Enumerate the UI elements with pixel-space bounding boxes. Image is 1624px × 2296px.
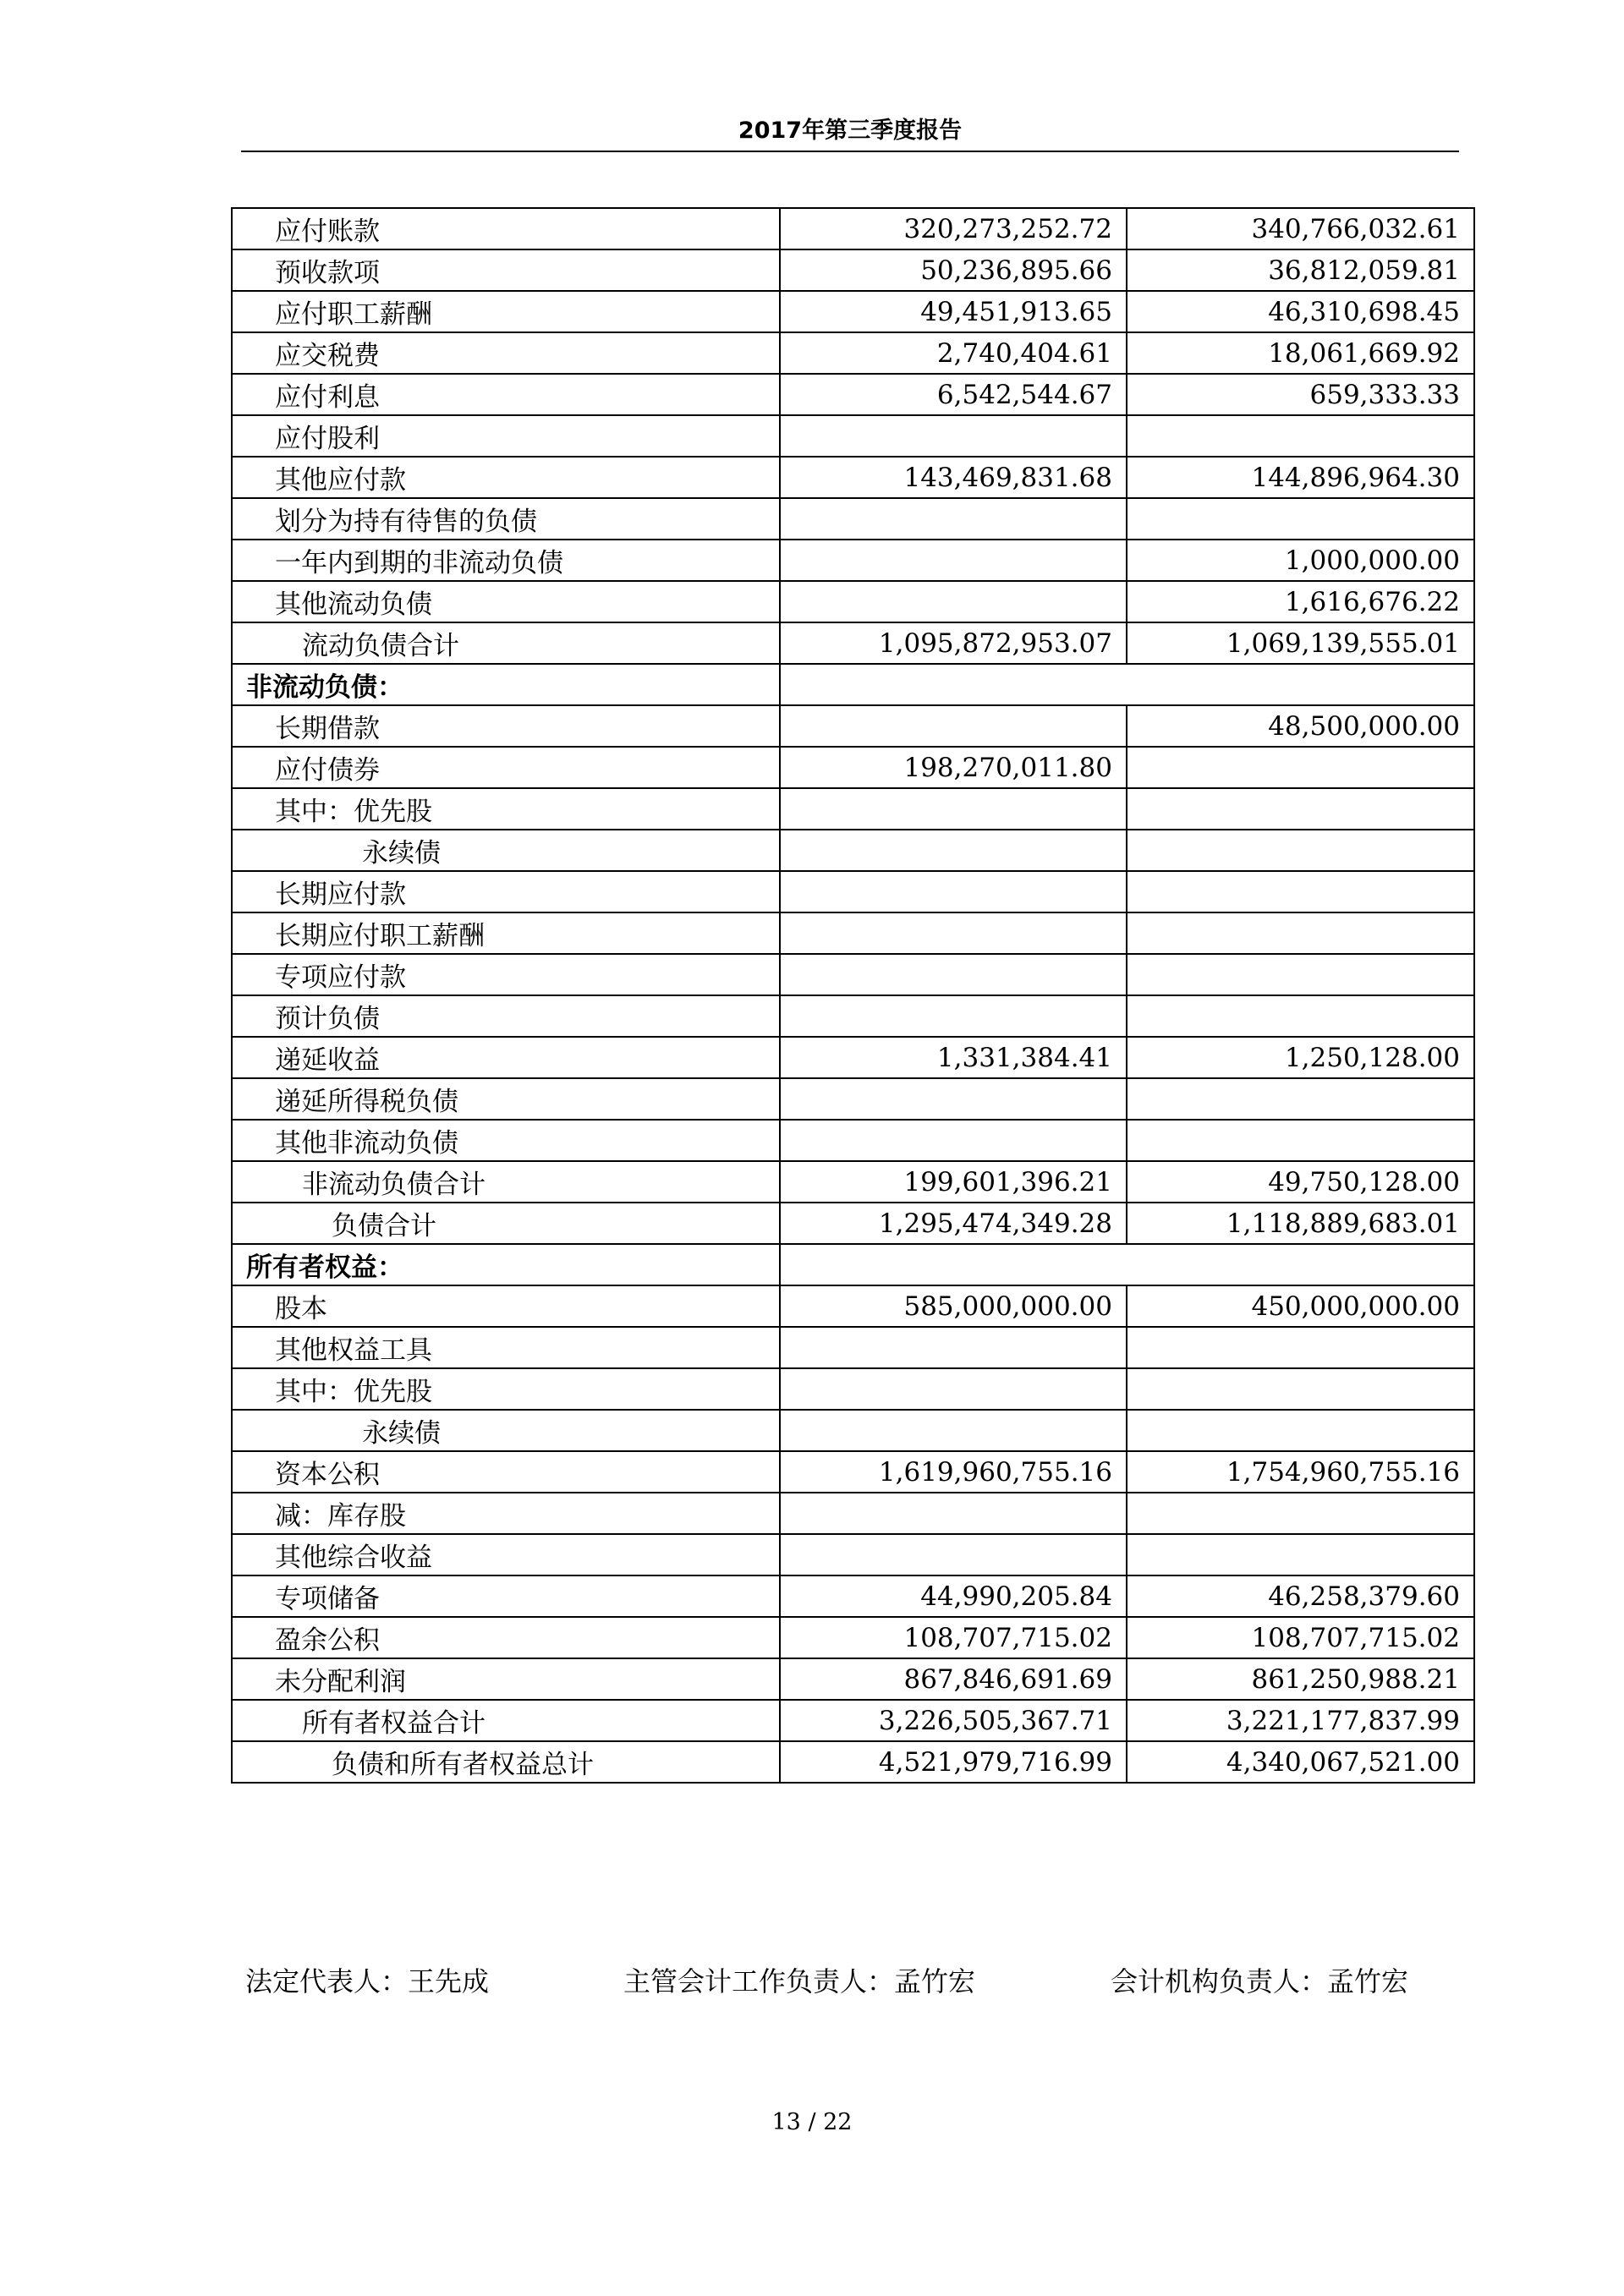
table-row [232, 1741, 1474, 1783]
period-begin-value: 450,000,000.00 [1127, 1285, 1474, 1327]
period-begin-value: 144,896,964.30 [1127, 457, 1474, 498]
period-end-value [780, 581, 1127, 622]
period-begin-value [1127, 747, 1474, 788]
table-row [232, 249, 1474, 291]
period-end-value: 6,542,544.67 [780, 374, 1127, 415]
table-row [232, 1658, 1474, 1700]
period-end-value: 108,707,715.02 [780, 1617, 1127, 1658]
period-end-value [780, 1327, 1127, 1368]
table-row [232, 830, 1474, 871]
period-end-value: 44,990,205.84 [780, 1575, 1127, 1617]
period-begin-value: 3,221,177,837.99 [1127, 1700, 1474, 1741]
period-end-value [780, 1078, 1127, 1120]
row-label: 应付职工薪酬 [232, 291, 780, 332]
row-label: 长期应付职工薪酬 [232, 912, 780, 954]
period-begin-value [1127, 995, 1474, 1037]
row-label: 其他综合收益 [232, 1534, 780, 1575]
table-row [232, 995, 1474, 1037]
period-begin-value: 4,340,067,521.00 [1127, 1741, 1474, 1783]
period-begin-value: 48,500,000.00 [1127, 705, 1474, 747]
row-label: 划分为持有待售的负债 [232, 498, 780, 540]
period-begin-value [1127, 954, 1474, 995]
period-begin-value: 1,250,128.00 [1127, 1037, 1474, 1078]
row-label: 预收款项 [232, 249, 780, 291]
table-row [232, 291, 1474, 332]
row-label: 预计负债 [232, 995, 780, 1037]
table-row [232, 581, 1474, 622]
period-end-value [780, 1368, 1127, 1410]
section-empty-cell [780, 1244, 1474, 1285]
period-begin-value: 1,069,139,555.01 [1127, 622, 1474, 664]
row-label: 递延收益 [232, 1037, 780, 1078]
period-begin-value [1127, 912, 1474, 954]
table-row [232, 747, 1474, 788]
period-begin-value: 18,061,669.92 [1127, 332, 1474, 374]
period-end-value [780, 498, 1127, 540]
balance-sheet-table [231, 207, 1475, 1784]
row-label: 永续债 [232, 1410, 780, 1451]
table-row [232, 788, 1474, 830]
section-heading: 所有者权益： [232, 1244, 780, 1285]
header-divider [241, 151, 1459, 152]
period-begin-value [1127, 1078, 1474, 1120]
period-end-value [780, 415, 1127, 457]
table-row [232, 1327, 1474, 1368]
table-row [232, 498, 1474, 540]
section-heading: 非流动负债： [232, 664, 780, 705]
row-label: 减：库存股 [232, 1493, 780, 1534]
table-row [232, 1575, 1474, 1617]
table-row [232, 1368, 1474, 1410]
period-begin-value: 46,310,698.45 [1127, 291, 1474, 332]
balance-sheet-body [232, 208, 1474, 1783]
period-begin-value [1127, 1410, 1474, 1451]
row-label: 负债和所有者权益总计 [232, 1741, 780, 1783]
period-begin-value [1127, 871, 1474, 912]
period-begin-value: 108,707,715.02 [1127, 1617, 1474, 1658]
accounting-org-head: 会计机构负责人：孟竹宏 [1111, 1965, 1409, 1997]
period-end-value [780, 954, 1127, 995]
period-begin-value: 340,766,032.61 [1127, 208, 1474, 249]
period-end-value [780, 1410, 1127, 1451]
period-begin-value: 46,258,379.60 [1127, 1575, 1474, 1617]
row-label: 永续债 [232, 830, 780, 871]
table-row [232, 1451, 1474, 1493]
period-end-value [780, 1534, 1127, 1575]
period-end-value: 143,469,831.68 [780, 457, 1127, 498]
period-end-value: 50,236,895.66 [780, 249, 1127, 291]
table-row [232, 540, 1474, 581]
table-row [232, 1161, 1474, 1203]
period-begin-value: 861,250,988.21 [1127, 1658, 1474, 1700]
table-row [232, 374, 1474, 415]
row-label: 非流动负债合计 [232, 1161, 780, 1203]
table-row [232, 332, 1474, 374]
section-empty-cell [780, 664, 1474, 705]
table-row [232, 1410, 1474, 1451]
period-end-value: 4,521,979,716.99 [780, 1741, 1127, 1783]
row-label: 股本 [232, 1285, 780, 1327]
period-end-value [780, 788, 1127, 830]
table-row [232, 1493, 1474, 1534]
table-row [232, 208, 1474, 249]
period-end-value: 1,331,384.41 [780, 1037, 1127, 1078]
accounting-head: 主管会计工作负责人：孟竹宏 [623, 1965, 976, 1997]
table-row [232, 1285, 1474, 1327]
period-begin-value: 659,333.33 [1127, 374, 1474, 415]
table-row [232, 912, 1474, 954]
row-label: 应付债券 [232, 747, 780, 788]
row-label: 专项应付款 [232, 954, 780, 995]
period-end-value: 585,000,000.00 [780, 1285, 1127, 1327]
table-row [232, 1617, 1474, 1658]
row-label: 盈余公积 [232, 1617, 780, 1658]
period-begin-value [1127, 1493, 1474, 1534]
period-begin-value [1127, 1368, 1474, 1410]
period-end-value [780, 871, 1127, 912]
row-label: 未分配利润 [232, 1658, 780, 1700]
period-end-value: 1,095,872,953.07 [780, 622, 1127, 664]
period-end-value: 3,226,505,367.71 [780, 1700, 1127, 1741]
period-begin-value: 1,616,676.22 [1127, 581, 1474, 622]
period-end-value [780, 830, 1127, 871]
period-end-value: 199,601,396.21 [780, 1161, 1127, 1203]
section-row [232, 1244, 1474, 1285]
table-row [232, 1534, 1474, 1575]
period-begin-value [1127, 788, 1474, 830]
table-row [232, 1203, 1474, 1244]
period-end-value: 2,740,404.61 [780, 332, 1127, 374]
period-begin-value [1127, 1120, 1474, 1161]
row-label: 所有者权益合计 [232, 1700, 780, 1741]
period-end-value [780, 995, 1127, 1037]
period-end-value [780, 540, 1127, 581]
table-row [232, 705, 1474, 747]
row-label: 资本公积 [232, 1451, 780, 1493]
row-label: 递延所得税负债 [232, 1078, 780, 1120]
table-row [232, 1078, 1474, 1120]
section-row [232, 664, 1474, 705]
table-row [232, 457, 1474, 498]
period-begin-value: 49,750,128.00 [1127, 1161, 1474, 1203]
period-end-value [780, 705, 1127, 747]
row-label: 其中：优先股 [232, 788, 780, 830]
period-end-value: 49,451,913.65 [780, 291, 1127, 332]
period-begin-value [1127, 1327, 1474, 1368]
period-end-value: 1,295,474,349.28 [780, 1203, 1127, 1244]
table-row [232, 1700, 1474, 1741]
period-begin-value: 1,118,889,683.01 [1127, 1203, 1474, 1244]
period-begin-value [1127, 415, 1474, 457]
table-row [232, 622, 1474, 664]
row-label: 其中：优先股 [232, 1368, 780, 1410]
period-end-value [780, 1493, 1127, 1534]
row-label: 专项储备 [232, 1575, 780, 1617]
row-label: 应付账款 [232, 208, 780, 249]
row-label: 其他非流动负债 [232, 1120, 780, 1161]
period-begin-value [1127, 498, 1474, 540]
row-label: 长期借款 [232, 705, 780, 747]
table-row [232, 1037, 1474, 1078]
period-end-value [780, 912, 1127, 954]
period-end-value: 198,270,011.80 [780, 747, 1127, 788]
row-label: 其他应付款 [232, 457, 780, 498]
period-begin-value: 1,754,960,755.16 [1127, 1451, 1474, 1493]
row-label: 长期应付款 [232, 871, 780, 912]
row-label: 其他权益工具 [232, 1327, 780, 1368]
period-begin-value [1127, 1534, 1474, 1575]
period-end-value: 867,846,691.69 [780, 1658, 1127, 1700]
period-begin-value [1127, 830, 1474, 871]
row-label: 其他流动负债 [232, 581, 780, 622]
row-label: 一年内到期的非流动负债 [232, 540, 780, 581]
period-begin-value: 36,812,059.81 [1127, 249, 1474, 291]
signature-footer [0, 1960, 1624, 1997]
row-label: 流动负债合计 [232, 622, 780, 664]
row-label: 应付股利 [232, 415, 780, 457]
table-row [232, 1120, 1474, 1161]
row-label: 负债合计 [232, 1203, 780, 1244]
report-title: 2017年第三季度报告 [738, 118, 963, 144]
legal-representative: 法定代表人：王先成 [245, 1965, 490, 1997]
table-row [232, 415, 1474, 457]
period-end-value: 1,619,960,755.16 [780, 1451, 1127, 1493]
period-begin-value: 1,000,000.00 [1127, 540, 1474, 581]
period-end-value [780, 1120, 1127, 1161]
table-row [232, 871, 1474, 912]
table-row [232, 954, 1474, 995]
page-number: 13 / 22 [771, 2109, 853, 2135]
row-label: 应交税费 [232, 332, 780, 374]
row-label: 应付利息 [232, 374, 780, 415]
period-end-value: 320,273,252.72 [780, 208, 1127, 249]
